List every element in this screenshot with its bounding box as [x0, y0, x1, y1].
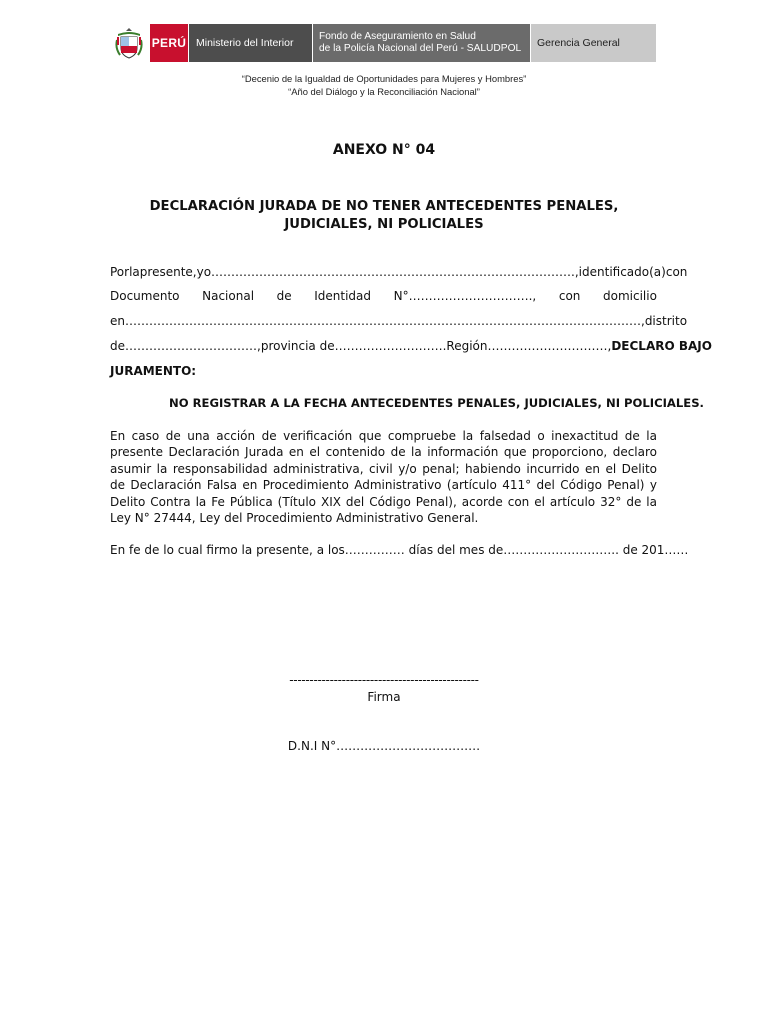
document-title: DECLARACIÓN JURADA DE NO TENER ANTECEDENTES PENALES, JUDICIALES, NI POLICIALES — [149, 199, 619, 232]
declaration-line-2 — [110, 289, 657, 303]
word: de — [276, 289, 292, 303]
header-banner — [108, 24, 656, 62]
fondo-label — [312, 24, 530, 62]
word: identificado(a) — [578, 265, 666, 279]
fondo-line-2: de la Policía Nacional del Perú - SALUDPOL — [319, 43, 522, 54]
declaro-bajo: DECLARO BAJO — [611, 339, 712, 353]
district-blank: de……………………………, — [110, 339, 261, 353]
declaration-line-4 — [110, 339, 712, 353]
region-blank: Región…………………………, — [446, 339, 612, 353]
declaration-line-1 — [110, 265, 688, 279]
dni-field: D.N.I N°……………………………… — [287, 739, 481, 753]
address-blank: en…………………………………………………………………………………………………………………, — [110, 314, 645, 328]
decenio-line-1: “Decenio de la Igualdad de Oportunidades para Mujeres y Hombres” — [241, 73, 527, 84]
closing-line: En fe de lo cual firmo la presente, a los…………… días del mes de……………………….. de 201…… — [110, 543, 689, 557]
gerencia-label: Gerencia General — [530, 24, 656, 62]
coat-of-arms-icon — [108, 24, 150, 62]
declaration-line-3 — [110, 314, 688, 328]
statement: NO REGISTRAR A LA FECHA ANTECEDENTES PENALES, JUDICIALES, NI POLICIALES. — [169, 396, 704, 410]
province-blank: provincia de………………………. — [260, 339, 447, 353]
signature-label: Firma — [367, 690, 401, 704]
word: con — [558, 289, 581, 303]
word: Identidad — [314, 289, 372, 303]
peru-label: PERÚ — [150, 24, 188, 62]
ministerio-label: Ministerio del Interior — [188, 24, 312, 62]
word: Por — [110, 265, 130, 279]
signature-line: ----------------------------------------------- — [289, 673, 479, 687]
decenio-line-2: “Año del Diálogo y la Reconciliación Nacional” — [288, 86, 480, 97]
annex-heading: ANEXO N° 04 — [332, 142, 436, 158]
name-blank: yo………………………………………………………………………………., — [196, 265, 579, 279]
dni-blank: N°…………………………., — [393, 289, 537, 303]
fondo-line-1: Fondo de Aseguramiento en Salud — [319, 31, 476, 42]
word: domicilio — [603, 289, 657, 303]
word: Documento — [110, 289, 180, 303]
word: Nacional — [202, 289, 255, 303]
word: distrito — [644, 314, 688, 328]
word: con — [665, 265, 688, 279]
juramento-label: JURAMENTO: — [110, 364, 197, 378]
word: la — [129, 265, 140, 279]
legal-paragraph: En caso de una acción de verificación que compruebe la falsedad o inexactitud de la presente Declaración Jurada en el contenido de la información que proporciono, declaro asumir la responsabilidad administrativa, civil y/o penal; habiendo incurrido en el Delito de Declaración Falsa en Procedimiento Administrativo (artículo 411° del Código Penal) y Delito Contra la Fe Pública (Título XIX del Código Penal), acorde con el artículo 32° de la Ley N° 27444, Ley del Procedimiento Administrativo General. — [110, 429, 657, 526]
word: presente, — [139, 265, 197, 279]
